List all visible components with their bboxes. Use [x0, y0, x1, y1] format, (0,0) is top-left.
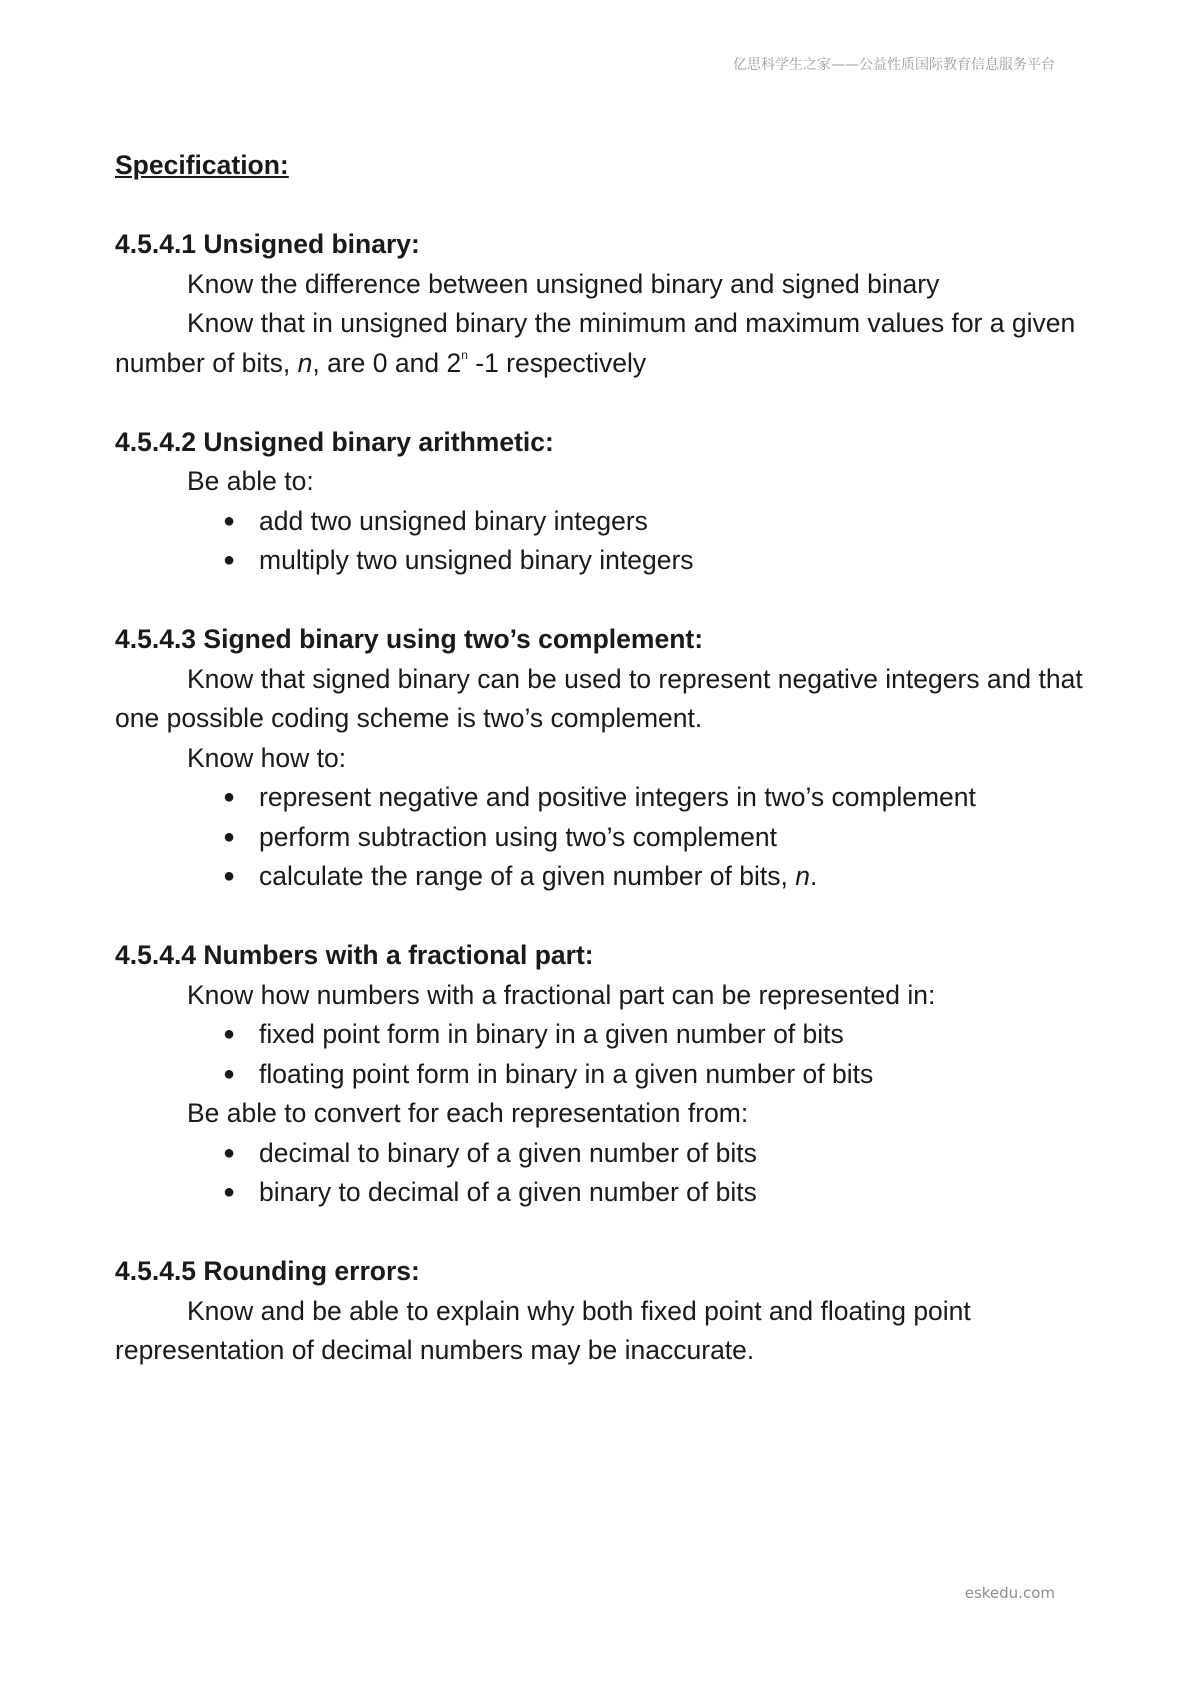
list-item-text: add two unsigned binary integers	[259, 505, 648, 536]
paragraph: Know how to:	[187, 742, 347, 773]
list-item-text: multiply two unsigned binary integers	[259, 545, 694, 575]
superscript-n: n	[461, 347, 468, 362]
list-item	[223, 502, 1095, 542]
variable-n: n	[297, 347, 313, 378]
section-heading-unsigned-binary: 4.5.4.1 Unsigned binary:	[115, 229, 420, 259]
text-run: Know that in unsigned binary the minimum and maximum values for a given number of bits,	[115, 308, 1076, 378]
list-item	[223, 1134, 1095, 1174]
list-item	[223, 778, 1095, 818]
bullet-icon: ●	[223, 1062, 236, 1085]
list-item	[223, 1173, 1095, 1213]
list-item-text: floating point form in binary in a given number of bits	[259, 1058, 874, 1089]
list-item	[223, 1055, 1095, 1095]
list-item-text: decimal to binary of a given number of bits	[259, 1137, 757, 1168]
list-item	[223, 818, 1095, 858]
paragraph: Know and be able to explain why both fixed point and floating point representation of decimal numbers may be inaccurate.	[115, 1295, 971, 1365]
bullet-icon: ●	[223, 1023, 236, 1045]
footer-site: eskedu.com	[964, 1584, 1055, 1602]
bullet-list	[115, 502, 1095, 581]
list-item	[223, 541, 1095, 581]
section-heading-twos-complement: 4.5.4.3 Signed binary using two’s complement:	[115, 624, 704, 654]
bullet-icon: ●	[223, 509, 236, 532]
list-item-text: represent negative and positive integers in two’s complement	[259, 782, 976, 812]
text-run: .	[809, 861, 818, 891]
list-item-text: fixed point form in binary in a given number of bits	[259, 1019, 844, 1049]
text-run: -1 respectively	[467, 347, 647, 378]
bullet-icon: ●	[223, 825, 236, 848]
page-title: Specification:	[115, 150, 289, 180]
variable-n: n	[795, 861, 810, 891]
bullet-list	[115, 1015, 1095, 1094]
list-item-text: calculate the range of a given number of bits,	[259, 861, 796, 891]
bullet-list	[115, 1134, 1095, 1213]
bullet-icon: ●	[223, 786, 236, 808]
list-item-text: binary to decimal of a given number of bits	[259, 1177, 757, 1207]
bullet-list	[115, 778, 1095, 897]
section-heading-unsigned-arithmetic: 4.5.4.2 Unsigned binary arithmetic:	[115, 426, 554, 457]
paragraph: Be able to:	[187, 466, 314, 496]
bullet-icon: ●	[223, 865, 236, 887]
paragraph	[115, 304, 1095, 383]
paragraph: Be able to convert for each representation from:	[187, 1098, 749, 1128]
section-heading-rounding-errors: 4.5.4.5 Rounding errors:	[115, 1256, 420, 1286]
paragraph: Know how numbers with a fractional part can be represented in:	[187, 979, 936, 1010]
bullet-icon: ●	[223, 1181, 236, 1203]
header-watermark: 亿思科学生之家——公益性质国际教育信息服务平台	[733, 57, 1055, 73]
paragraph: Know the difference between unsigned binary and signed binary	[187, 268, 940, 299]
bullet-icon: ●	[223, 549, 236, 571]
bullet-icon: ●	[223, 1141, 236, 1164]
list-item-text: perform subtraction using two’s complement	[259, 821, 777, 852]
list-item	[223, 857, 1095, 897]
section-heading-fractional-part: 4.5.4.4 Numbers with a fractional part:	[115, 940, 594, 970]
text-run: , are 0 and 2	[312, 347, 462, 378]
document-body	[115, 146, 1095, 1371]
list-item	[223, 1015, 1095, 1055]
paragraph: Know that signed binary can be used to represent negative integers and that one possible coding scheme is two’s complement.	[115, 663, 1083, 733]
